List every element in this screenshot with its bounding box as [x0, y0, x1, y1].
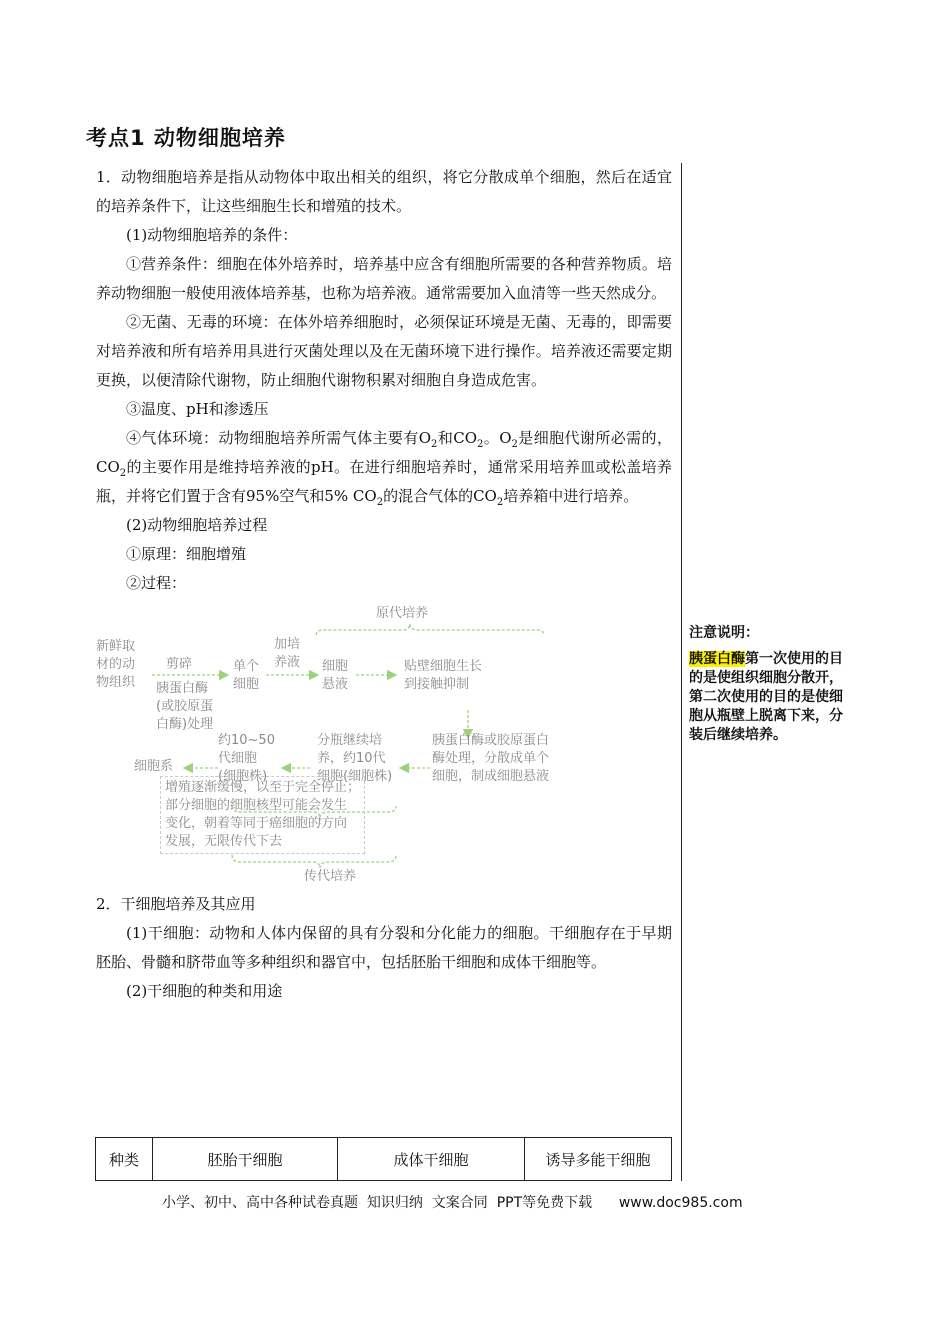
table-header-cell: 胚胎干细胞: [153, 1138, 338, 1181]
proliferation-note: 增殖逐渐缓慢，以至于完全停止； 部分细胞的细胞核型可能会发生 变化，朝着等同于癌细胞的方向 发展，无限传代下去: [160, 776, 365, 854]
footer-url[interactable]: www.doc985.com: [618, 1195, 743, 1211]
generation-cells-label: 约10~50 代细胞 (细胞株): [218, 733, 275, 784]
table-header-cell: 成体干细胞: [338, 1138, 525, 1181]
principle-text: ①原理：细胞增殖: [126, 545, 247, 563]
condition-sterile: ②无菌、无毒的环境：在体外培养细胞时，必须保证环境是无菌、无毒的，即需要对培养液和所有培养用具进行灭菌处理以及在无菌环境下进行操作。培养液还需要定期更换，以便清除代谢物，防止细胞代谢物积累对细胞自身造成危害。: [96, 313, 672, 389]
table-header-cell: 种类: [96, 1138, 153, 1181]
process-text: ②过程：: [126, 574, 187, 592]
condition-temperature: ③温度、pH和渗透压: [126, 400, 269, 418]
culture-flow-diagram: [96, 600, 576, 886]
split-culture-label: 分瓶继续培 养，约10代 细胞(细胞株): [317, 733, 393, 784]
single-cell-label: 单个 细胞: [233, 659, 260, 692]
cell-suspension-label: 细胞 悬液: [322, 659, 349, 692]
stem-cell-heading: 2．干细胞培养及其应用: [96, 895, 256, 913]
side-note-body: [689, 650, 847, 745]
stem-cell-types-heading: (2)干细胞的种类和用途: [126, 982, 283, 1000]
table-header-row: [96, 1138, 672, 1181]
conditions-heading: (1)动物细胞培养的条件：: [126, 226, 298, 244]
trypsin-first-label: 胰蛋白酶 (或胶原蛋 白酶)处理: [156, 681, 214, 732]
trypsin-second-label: 胰蛋白酶或胶原蛋白 酶处理，分散成单个 细胞，制成细胞悬液: [432, 733, 550, 784]
condition-gas: ④气体环境：动物细胞培养所需气体主要有$O_2$和$CO_2$。$O_2$是细胞代谢所必需的，$CO_2$的主要作用是维持培养液的pH。在进行细胞培养时，通常采用培养皿或松盖培养瓶，并将它们置于含有95%空气和5% $CO_2$的混合气体的$CO_2$培养箱中进行培养。: [96, 429, 672, 508]
page-footer: [162, 1192, 743, 1212]
definition-paragraph: 1．动物细胞培养是指从动物体中取出相关的组织，将它分散成单个细胞，然后在适宜的培养条件下，让这些细胞生长和增殖的技术。: [96, 168, 672, 215]
margin-divider: [681, 163, 682, 1181]
add-medium-label: 加培 养液: [274, 637, 301, 670]
footer-text: 小学、初中、高中各种试卷真题 知识归纳 文案合同 PPT等免费下载: [162, 1195, 593, 1211]
stem-cell-definition: (1)干细胞：动物和人体内保留的具有分裂和分化能力的细胞。干细胞存在于早期胚胎、骨髓和脐带血等多种组织和器官中，包括胚胎干细胞和成体干细胞等。: [96, 924, 672, 971]
side-note-title: 注意说明：: [689, 625, 759, 641]
process-heading: (2)动物细胞培养过程: [126, 516, 268, 534]
side-note-highlight: 胰蛋白酶: [689, 651, 745, 667]
adherent-growth-label: 贴壁细胞生长 到接触抑制: [404, 659, 483, 692]
fresh-tissue-label: 新鲜取 材的动 物组织: [96, 639, 136, 690]
mince-label: 剪碎: [166, 657, 193, 672]
subculture-label: 传代培养: [304, 869, 357, 884]
main-content: [96, 163, 672, 1006]
condition-nutrition: ①营养条件：细胞在体外培养时，培养基中应含有细胞所需要的各种营养物质。培养动物细胞一般使用液体培养基，也称为培养液。通常需要加入血清等一些天然成分。: [96, 255, 672, 302]
cell-line-label: 细胞系: [134, 759, 174, 774]
stem-cell-table: [95, 1137, 672, 1181]
page-title: 考点1 动物细胞培养: [86, 126, 286, 150]
table-header-cell: 诱导多能干细胞: [525, 1138, 672, 1181]
side-note-text: 第一次使用的目的是使组织细胞分散开，第二次使用的目的是使细胞从瓶壁上脱离下来，分装后继续培养。: [689, 651, 843, 743]
primary-culture-label: 原代培养: [376, 606, 429, 621]
